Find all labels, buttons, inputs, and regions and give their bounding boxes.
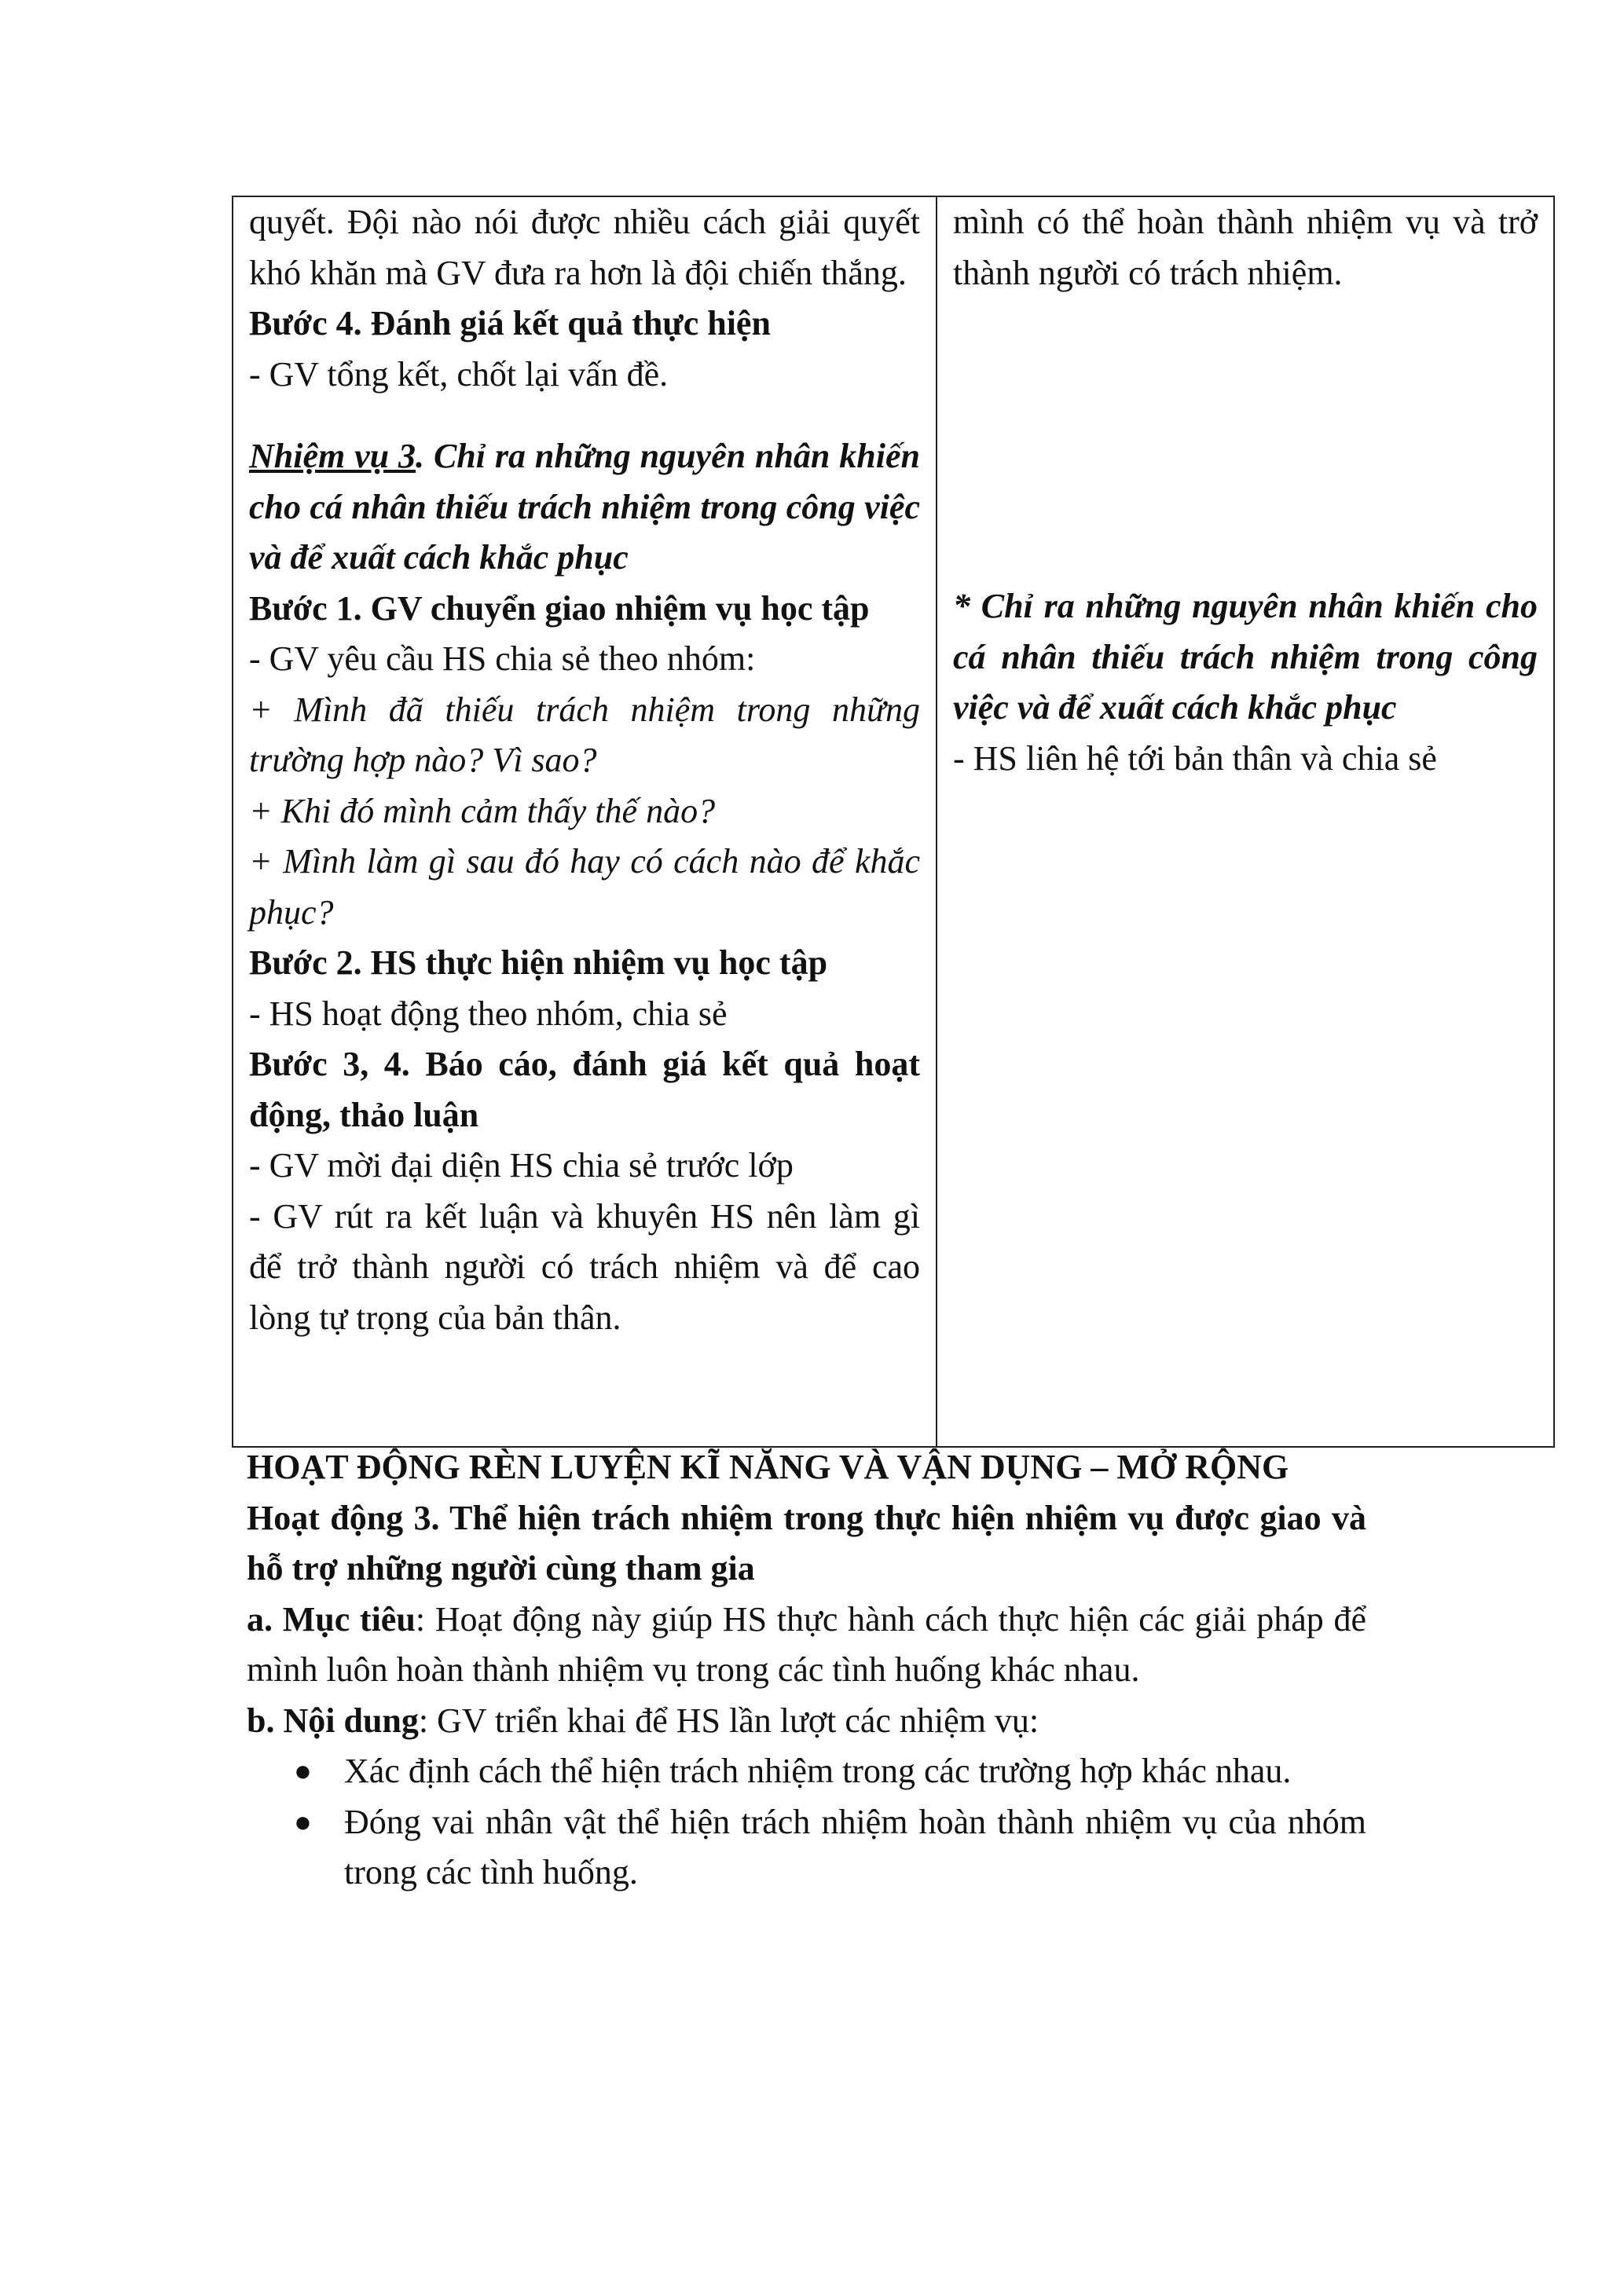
goal-paragraph [247,1595,1366,1696]
task3-title [249,431,920,584]
student-activities-cell [937,196,1554,1447]
list-item-text: Xác định cách thể hiện trách nhiệm trong các trường hợp khác nhau. [344,1752,1292,1790]
step4-heading: Bước 4. Đánh giá kết quả thực hiện [249,304,771,342]
lesson-table [232,196,1555,1448]
question-3: + Mình làm gì sau đó hay có cách nào để khắc phục? [249,842,920,932]
spacer [953,298,1538,581]
bullet-icon: ● [294,1755,312,1788]
step2-text: - HS hoạt động theo nhóm, chia sẻ [249,994,728,1033]
section-heading: HOẠT ĐỘNG RÈN LUYỆN KĨ NĂNG VÀ VẬN DỤNG – MỞ RỘNG [247,1448,1289,1486]
step34-text-1: - GV mời đại diện HS chia sẻ trước lớp [249,1146,794,1185]
table-row [233,196,1554,1447]
spacer [249,400,920,431]
left-intro-text: quyết. Đội nào nói được nhiều cách giải quyết khó khăn mà GV đưa ra hơn là đội chiến thắng. [249,203,920,292]
content-paragraph [247,1696,1366,1747]
task3-title-text: . Chỉ ra những nguyên nhân khiến cho cá nhân thiếu trách nhiệm trong công việc và để xuất cách khắc phục [249,437,920,577]
list-item [247,1797,1366,1899]
task3-label: Nhiệm vụ 3 [249,437,416,475]
teacher-activities-cell [233,196,937,1447]
task3-result-heading: * Chỉ ra những nguyên nhân khiến cho cá nhân thiếu trách nhiệm trong công việc và để xuất cách khắc phục [953,587,1538,727]
task3-result-text: - HS liên hệ tới bản thân và chia sẻ [953,738,1437,778]
activity-section [247,1442,1366,1899]
question-2: + Khi đó mình cảm thấy thế nào? [249,791,716,830]
content-label: b. Nội dung [247,1701,419,1740]
question-1: + Mình đã thiếu trách nhiệm trong những trường hợp nào? Vì sao? [249,690,920,779]
step34-heading: Bước 3, 4. Báo cáo, đánh giá kết quả hoạt động, thảo luận [249,1045,920,1134]
step1-text: - GV yêu cầu HS chia sẻ theo nhóm: [249,639,756,678]
activity-title: Hoạt động 3. Thể hiện trách nhiệm trong thực hiện nhiệm vụ được giao và hỗ trợ những người cùng tham gia [247,1498,1366,1587]
step2-heading: Bước 2. HS thực hiện nhiệm vụ học tập [249,943,828,982]
list-item [247,1746,1366,1797]
goal-text: : Hoạt động này giúp HS thực hành cách thực hiện các giải pháp để mình luôn hoàn thành nhiệm vụ trong các tình huống khác nhau. [247,1599,1367,1689]
step1-heading: Bước 1. GV chuyển giao nhiệm vụ học tập [249,588,870,628]
task-list [247,1746,1366,1899]
step34-text-2: - GV rút ra kết luận và khuyên HS nên làm gì để trở thành người có trách nhiệm và để cao lòng tự trọng của bản thân. [249,1196,920,1337]
bullet-icon: ● [294,1805,312,1839]
step4-text: - GV tổng kết, chốt lại vấn đề. [249,354,669,394]
content-text: : GV triển khai để HS lần lượt các nhiệm vụ: [418,1701,1039,1740]
list-item-text: Đóng vai nhân vật thể hiện trách nhiệm hoàn thành nhiệm vụ của nhóm trong các tình huống. [344,1802,1366,1891]
goal-label: a. Mục tiêu [247,1599,416,1639]
right-intro-text: mình có thể hoàn thành nhiệm vụ và trở thành người có trách nhiệm. [953,203,1538,292]
